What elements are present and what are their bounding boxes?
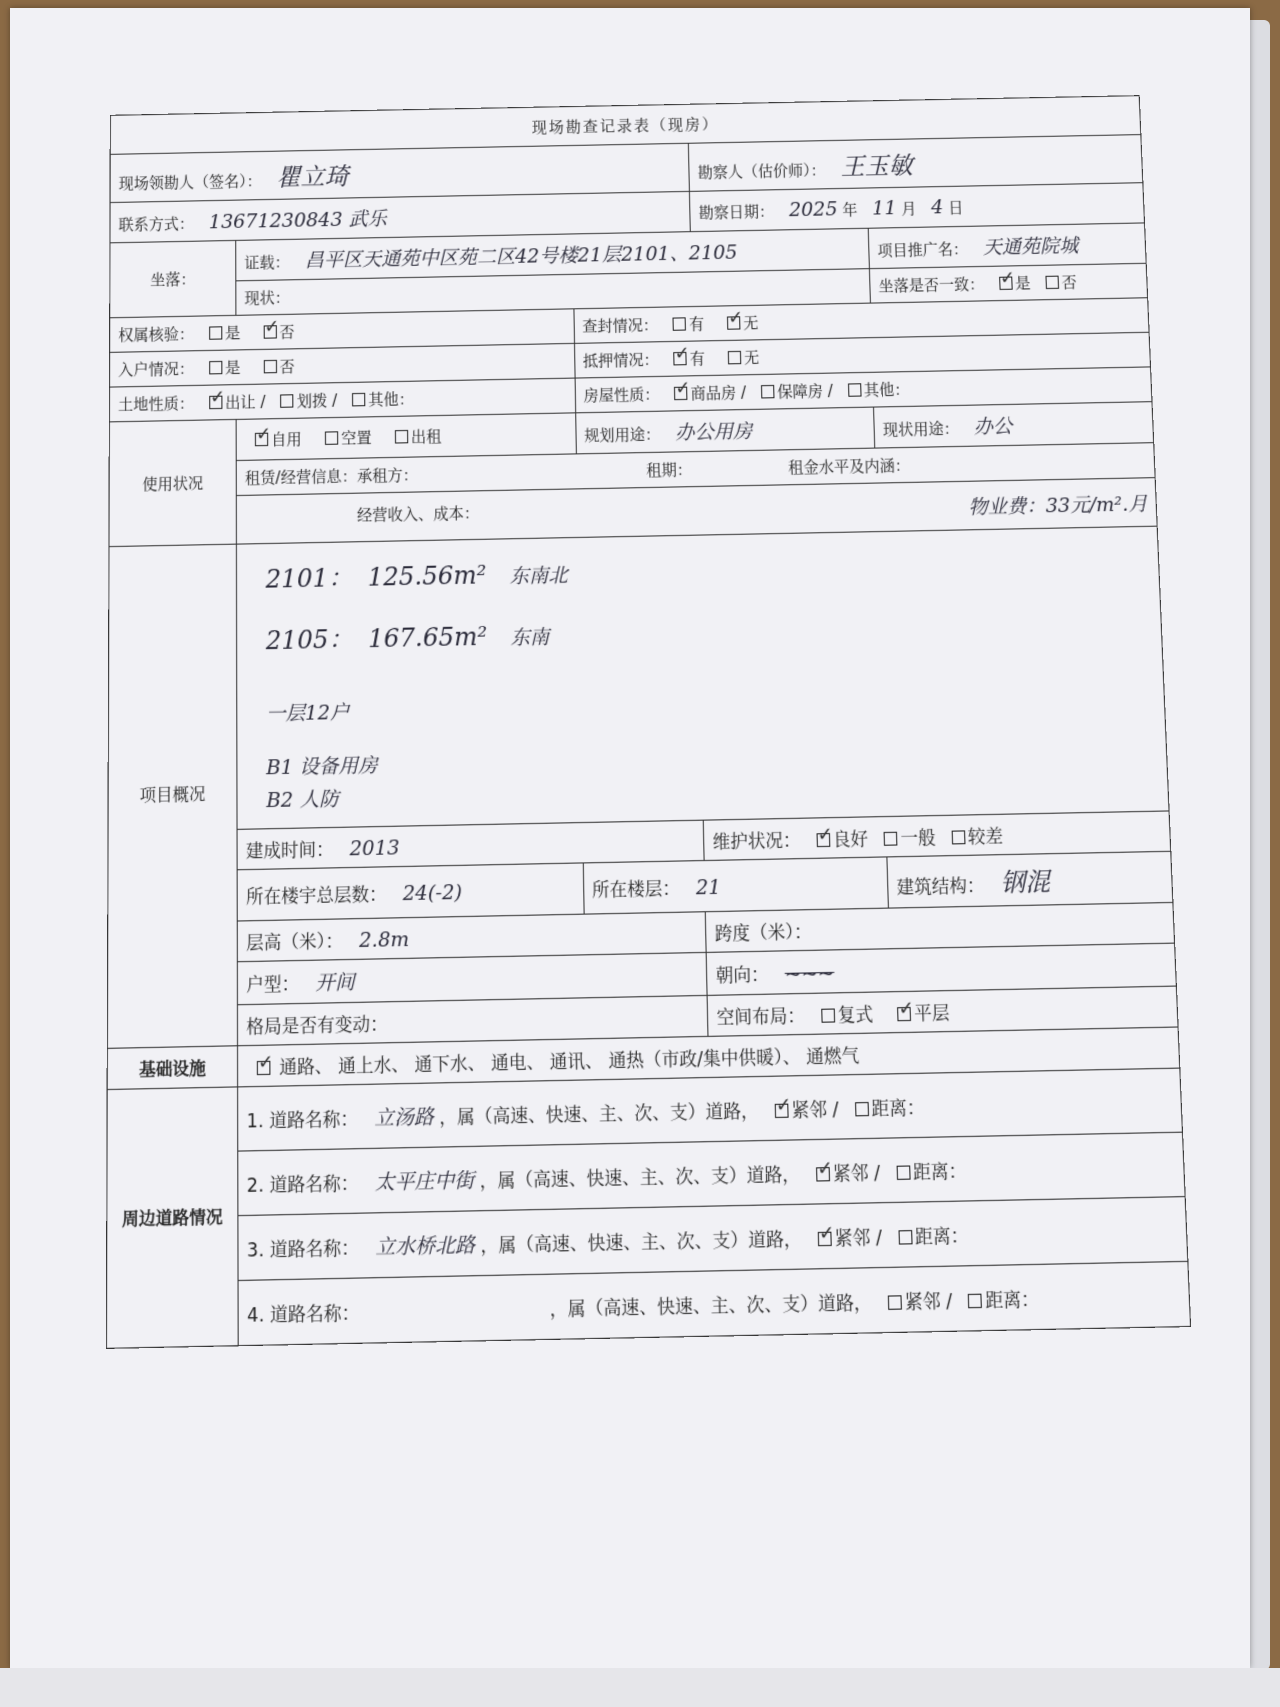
usage-opt1-checkbox[interactable] — [255, 433, 268, 447]
facing-scribble: ~~~ — [784, 961, 835, 986]
date-year: 2025 — [788, 197, 838, 221]
facing-label: 朝向： — [715, 964, 770, 988]
ownership-yes-label: 是 — [225, 323, 241, 343]
ov-households: 一层12户 — [266, 700, 350, 726]
overview-line-1 — [255, 542, 1140, 596]
usage-options — [236, 413, 576, 461]
date-month: 11 — [871, 196, 897, 220]
type-label: 户型： — [246, 973, 300, 997]
road-name-3: 立水桥北路 — [375, 1232, 476, 1259]
road-adjacent-1: 紧邻 — [791, 1099, 828, 1122]
ov-area-2105: 167.65m² — [367, 621, 488, 654]
usage-opt1-label: 自用 — [271, 429, 302, 450]
mortgage-none-label: 无 — [744, 348, 760, 368]
survey-record-form — [106, 95, 1191, 1349]
match-no-label: 否 — [1061, 273, 1077, 292]
current-label: 现状用途： — [882, 419, 960, 440]
guide-label: 现场领勘人（签名）： — [118, 171, 262, 193]
land-opt2-checkbox[interactable] — [281, 394, 294, 408]
date-month-unit: 月 — [901, 199, 917, 218]
rent-label: 租金水平及内涵： — [787, 456, 911, 478]
surveyor-signature: 王玉敏 — [840, 151, 914, 181]
entry-no-checkbox[interactable] — [263, 360, 276, 374]
space-opt2-checkbox[interactable] — [897, 1007, 911, 1021]
ov-dir-2101: 东南北 — [509, 564, 569, 589]
location-label: 坐落： — [110, 240, 236, 317]
space-opt1-checkbox[interactable] — [821, 1008, 835, 1022]
surveyor-label: 勘察人（估价师）： — [697, 161, 826, 182]
road-adjacent-checkbox-2[interactable] — [816, 1167, 830, 1181]
ov-area-2101: 125.56m² — [367, 560, 487, 592]
entry-yes-label: 是 — [225, 358, 241, 378]
road-adjacent-checkbox-1[interactable] — [775, 1103, 789, 1117]
overview-line-2 — [256, 603, 1143, 657]
road-distance-checkbox-3[interactable] — [898, 1230, 912, 1245]
date-label: 勘察日期： — [698, 201, 775, 222]
match-yes-checkbox[interactable] — [999, 277, 1013, 290]
road-prefix-3: 3. 道路名称： — [246, 1237, 360, 1262]
maint-opt3-checkbox[interactable] — [951, 830, 965, 844]
current-value: 办公 — [973, 415, 1013, 439]
overview-label: 项目概况 — [107, 544, 237, 1048]
infra-label: 基础设施 — [107, 1046, 237, 1090]
usage-opt3-label: 出租 — [410, 427, 442, 447]
maint-opt2-checkbox[interactable] — [884, 832, 898, 846]
actual-label: 现状： — [244, 288, 290, 308]
ownership-no-checkbox[interactable] — [263, 325, 276, 338]
road-distance-checkbox-2[interactable] — [896, 1165, 910, 1179]
surveyor-signature-field[interactable] — [689, 135, 1143, 192]
house-opt2-checkbox[interactable] — [761, 385, 774, 399]
road-distance-3: 距离： — [914, 1225, 969, 1249]
ov-unit-2105: 2105： — [265, 624, 354, 656]
entry-no-label: 否 — [279, 357, 295, 377]
land-opt2-label: 划拨 — [296, 391, 328, 411]
house-nature-field: 房屋性质： ✓ 商品房 / 保障房 / 其他： — [575, 367, 1152, 413]
date-day: 4 — [930, 195, 944, 218]
overview-notes[interactable] — [236, 526, 1169, 829]
house-label: 房屋性质： — [583, 385, 660, 405]
match-yes-label: 是 — [1015, 274, 1031, 293]
seal-has-label: 有 — [688, 314, 705, 334]
structure-value: 钢混 — [999, 867, 1051, 898]
road-prefix-1: 1. 道路名称： — [246, 1108, 359, 1133]
mortgage-has-label: 有 — [689, 349, 706, 369]
floor-field[interactable] — [583, 857, 889, 914]
lease-label: 租赁/经营信息：承租方： — [244, 465, 418, 488]
road-adjacent-checkbox-4[interactable] — [888, 1295, 902, 1310]
ownership-no-label: 否 — [279, 322, 295, 342]
planned-label: 规划用途： — [584, 425, 661, 445]
space-label: 空间布局： — [716, 1005, 806, 1030]
road-sep-4: / — [945, 1290, 953, 1313]
height-value: 2.8m — [359, 927, 410, 953]
usage-label: 使用状况 — [109, 419, 237, 546]
form-title: 现场勘查记录表（现房） — [110, 96, 1141, 155]
land-nature-field: 土地性质： ✓ 出让 / 划拨 / 其他： — [109, 378, 575, 422]
seal-label: 查封情况： — [582, 315, 659, 336]
house-opt2-label: 保障房 — [777, 381, 824, 402]
space-opt1-label: 复式 — [837, 1004, 874, 1027]
promo-name-field[interactable] — [868, 223, 1146, 269]
type-value: 开间 — [315, 970, 355, 996]
land-opt1-checkbox[interactable] — [209, 396, 222, 410]
ownership-yes-checkbox[interactable] — [209, 326, 222, 339]
fee-value: 物业费：33元/m².月 — [967, 492, 1149, 519]
ov-unit-2101: 2101： — [265, 563, 353, 594]
match-no-checkbox[interactable] — [1045, 276, 1059, 289]
maint-opt2-label: 一般 — [900, 827, 936, 850]
entry-yes-checkbox[interactable] — [209, 361, 222, 375]
maint-opt1-label: 良好 — [832, 829, 869, 852]
house-opt3-label: 其他： — [863, 380, 910, 400]
road-distance-1: 距离： — [871, 1097, 925, 1120]
ownership-label: 权属核验： — [118, 324, 195, 345]
road-adjacent-2: 紧邻 — [832, 1162, 869, 1186]
road-mid-2: ，属（高速、快速、主、次、支）道路， — [479, 1163, 801, 1193]
total-floors-field[interactable] — [237, 863, 583, 921]
floor-label: 所在楼层： — [591, 878, 681, 902]
mortgage-none-checkbox[interactable] — [728, 351, 741, 365]
ov-b2: B2 人防 — [266, 787, 339, 813]
road-prefix-4: 4. 道路名称： — [247, 1302, 360, 1327]
promo-label: 项目推广名： — [877, 239, 969, 260]
maint-opt1-checkbox[interactable] — [816, 833, 830, 847]
mortgage-label: 抵押情况： — [582, 350, 659, 371]
usage-opt3-checkbox[interactable] — [395, 430, 408, 444]
cert-value: 昌平区天通苑中区苑二区42号楼21层2101、2105 — [304, 241, 738, 272]
floor-value: 21 — [695, 875, 722, 900]
road-sep-1: / — [832, 1098, 839, 1121]
mortgage-has-checkbox[interactable] — [674, 352, 687, 366]
contact-value: 13671230843 武乐 — [208, 207, 387, 234]
guide-signature: 瞿立琦 — [276, 162, 349, 192]
road-distance-checkbox-1[interactable] — [855, 1101, 869, 1115]
ov-dir-2105: 东南 — [510, 625, 550, 650]
space-opt2-label: 平层 — [913, 1002, 950, 1026]
usage-opt2-label: 空置 — [341, 428, 372, 448]
lease-term-label: 租期： — [646, 460, 693, 480]
land-opt3-label: 其他： — [368, 389, 414, 410]
road-adjacent-checkbox-3[interactable] — [818, 1231, 832, 1246]
bottom-surface — [0, 1668, 1280, 1707]
overview-line-3 — [256, 681, 1146, 727]
maint-opt3-label: 较差 — [967, 826, 1004, 849]
seal-none-checkbox[interactable] — [727, 316, 740, 329]
layout-change-label: 格局是否有变动： — [246, 1014, 388, 1039]
entry-label: 入户情况： — [118, 359, 195, 380]
planned-value: 办公用房 — [675, 420, 753, 445]
roads-label: 周边道路情况 — [106, 1087, 238, 1348]
road-adjacent-4: 紧邻 — [904, 1290, 941, 1314]
ov-b1: B1 设备用房 — [266, 754, 378, 780]
house-opt1-checkbox[interactable] — [674, 387, 687, 401]
date-day-unit: 日 — [947, 198, 964, 217]
built-label: 建成时间： — [245, 839, 334, 863]
house-opt1-label: 商品房 — [690, 383, 737, 403]
structure-field[interactable] — [887, 851, 1173, 908]
house-opt3-checkbox[interactable] — [848, 383, 862, 397]
road-name-4 — [376, 1315, 544, 1318]
height-label: 层高（米）： — [246, 931, 344, 955]
total-floor-label: 所在楼宇总层数： — [246, 884, 387, 909]
road-mid-1: ，属（高速、快速、主、次、支）道路， — [439, 1100, 760, 1129]
road-sep-2: / — [873, 1162, 881, 1185]
promo-value: 天通苑院城 — [982, 234, 1079, 259]
road-distance-4: 距离： — [984, 1288, 1040, 1312]
income-label: 经营收入、成本： — [357, 503, 480, 525]
land-label: 土地性质： — [118, 394, 195, 415]
road-distance-2: 距离： — [912, 1160, 967, 1184]
road-name-1: 立汤路 — [374, 1104, 434, 1130]
total-floor-value: 24(-2) — [402, 880, 463, 906]
land-opt1-label: 出让 — [225, 392, 256, 412]
location-match-field — [869, 263, 1147, 303]
match-label: 坐落是否一致： — [878, 275, 985, 296]
cert-label: 证载： — [244, 253, 290, 273]
road-prefix-2: 2. 道路名称： — [246, 1172, 359, 1197]
land-opt3-checkbox[interactable] — [352, 393, 365, 407]
built-value: 2013 — [349, 836, 400, 861]
span-label: 跨度（米）： — [714, 921, 813, 946]
road-adjacent-3: 紧邻 — [834, 1227, 871, 1250]
infra-text: 通路、 通上水、 通下水、 通电、 通讯、 通热（市政/集中供暖）、 通燃气 — [279, 1045, 860, 1080]
road-name-2: 太平庄中街 — [374, 1168, 475, 1195]
usage-opt2-checkbox[interactable] — [325, 431, 338, 445]
road-sep-3: / — [875, 1226, 883, 1249]
road-mid-3: ，属（高速、快速、主、次、支）道路， — [480, 1228, 803, 1257]
seal-none-label: 无 — [743, 313, 759, 333]
road-mid-4: ，属（高速、快速、主、次、支）道路， — [549, 1291, 873, 1321]
current-use-field[interactable] — [874, 402, 1154, 448]
maint-label: 维护状况： — [712, 830, 801, 854]
seal-has-checkbox[interactable] — [673, 317, 686, 330]
planned-use-field[interactable] — [575, 407, 875, 454]
infra-checkbox[interactable] — [257, 1061, 271, 1075]
road-distance-checkbox-4[interactable] — [968, 1293, 982, 1308]
date-year-unit: 年 — [842, 200, 858, 219]
structure-label: 建筑结构： — [896, 875, 985, 899]
contact-label: 联系方式： — [118, 214, 194, 235]
